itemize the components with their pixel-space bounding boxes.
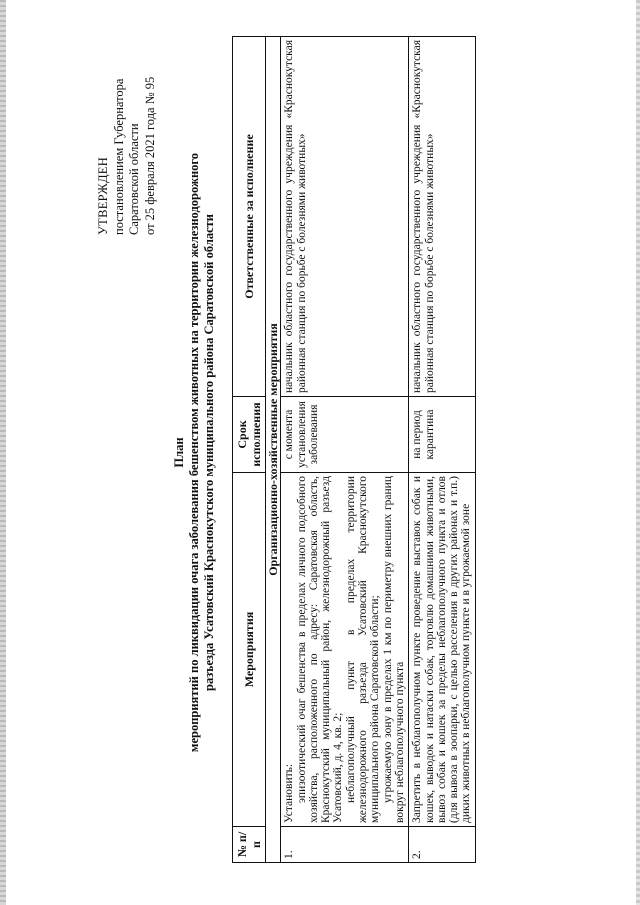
section-row — [266, 37, 281, 863]
row-responsible: начальник областного государственного учреждения «Краснокутская районная станция по борьбе с болезнями животных» — [281, 37, 409, 397]
row-num: 1. — [281, 827, 409, 863]
measure-paragraph: угрожаемую зону в пределах 1 км по периметру внешних границ вокруг неблагополучного пункта — [381, 476, 406, 823]
measure-paragraph: неблагополучный пункт в пределах территории железнодорожного разъезда Усатовский Краснокутского муниципального района Саратовской области; — [344, 476, 382, 823]
measure-paragraph: Установить: — [283, 763, 296, 823]
plan-table — [232, 36, 476, 863]
document-title — [172, 40, 217, 865]
row-term: с момента установления заболевания — [281, 397, 409, 473]
row-term: на период карантина — [409, 397, 475, 473]
approval-region: Саратовской области — [127, 123, 141, 235]
header-num: № п/п — [233, 827, 266, 863]
header-measures: Мероприятия — [233, 473, 266, 827]
row-measures — [281, 473, 409, 827]
section-title: Организационно-хозяйственные мероприятия — [266, 37, 281, 863]
row-responsible: начальник областного государственного учреждения «Краснокутская районная станция по борьбе с болезнями животных» — [409, 37, 475, 397]
title-line-2: мероприятий по ликвидации очага заболевания бешенством животных на территории железнодорожного — [187, 152, 201, 753]
approval-heading: УТВЕРЖДЕН — [96, 156, 110, 235]
table-header-row — [233, 37, 266, 863]
approval-decree: постановлением Губернатора — [111, 78, 126, 235]
approval-stamp — [96, 77, 158, 235]
table-row — [409, 37, 475, 863]
measure-paragraph: эпизоотический очаг бешенства в пределах личного подсобного хозяйства, расположенного по адресу: Саратовская область, Краснокутский муниципальный район, железнодорожный разъезд Усатовский, д. 4, кв. 2; — [295, 476, 345, 823]
title-main: План — [172, 437, 186, 468]
approval-date: от 25 февраля 2021 года № 95 — [142, 76, 157, 235]
header-responsible: Ответственные за исполнение — [233, 37, 266, 397]
row-measures — [409, 473, 475, 827]
header-term: Срок исполнения — [233, 397, 266, 473]
measure-paragraph: Запретить в неблагополучном пункте проведение выставок собак и кошек, выводок и натаски собак, торговлю домашними животными, вывоз собак и кошек за пределы неблагополучного пункта и отлов (для вывоза в зоопарки, с целью расселения в других районах и т.п.) диких животных в неблагополучном пункте и в угрожаемой зоне — [411, 476, 473, 823]
row-num: 2. — [409, 827, 475, 863]
table-row — [281, 37, 409, 863]
title-line-3: разъезда Усатовский Краснокутского муниципального района Саратовской области — [202, 214, 216, 691]
